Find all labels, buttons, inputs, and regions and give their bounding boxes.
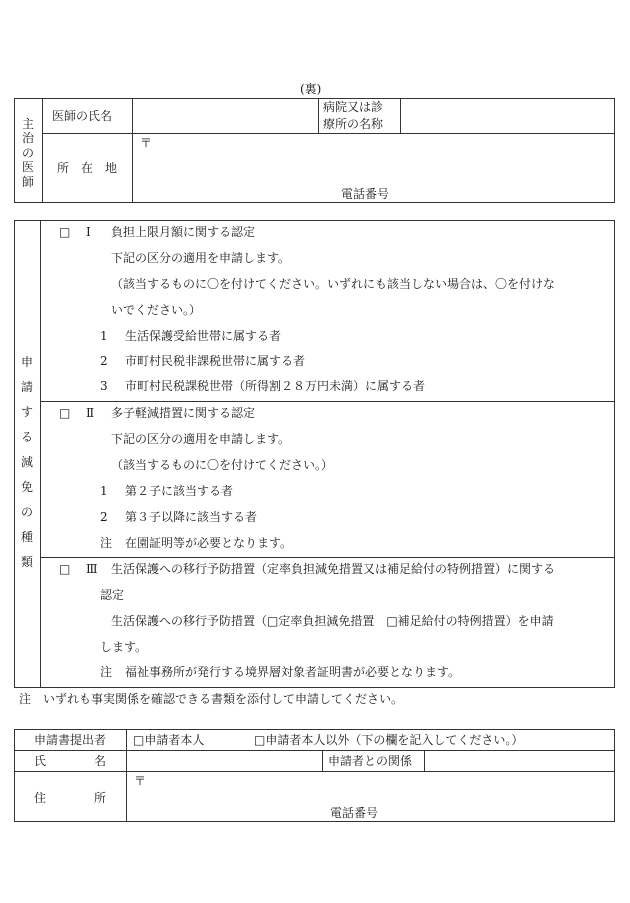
relation-label: 申請者との関係: [328, 754, 413, 768]
submitter-postal-mark: 〒: [134, 774, 147, 788]
item-1-option-3[interactable]: 市町村民税課税世帯（所得割２８万円未満）に属する者: [125, 379, 426, 393]
item-2-note: 在園証明等が必要となります。: [125, 536, 293, 550]
page-label: (裏): [300, 82, 322, 96]
relation-field[interactable]: [426, 752, 613, 769]
facility-label-line2: 療所の名称: [323, 117, 384, 131]
item-3-title: 生活保護への移行予防措置（定率負担減免措置又は補足給付の特例措置）に関する: [111, 562, 556, 576]
item-1-line-3: いでください。）: [111, 303, 202, 317]
doctor-section-label-char: 師: [21, 174, 34, 189]
item-3-title-cont: 認定: [100, 588, 125, 602]
item-3-line-1: 生活保護への移行予防措置（□定率負担減免措置 □補足給付の特例措置）を申請: [111, 614, 554, 628]
option-applicant-other[interactable]: □申請者本人以外（下の欄を記入してください。）: [254, 733, 524, 747]
divider: [40, 401, 615, 402]
item-3-note: 福祉事務所が発行する境界層対象者証明書が必要となります。: [125, 665, 461, 679]
doctor-name-field[interactable]: [134, 100, 316, 131]
submitter-address-field[interactable]: [128, 773, 613, 803]
submitter-name-field[interactable]: [128, 752, 320, 769]
divider: [318, 98, 319, 133]
item-2-note-mark: 注: [100, 536, 113, 550]
item-2-line-1: 下記の区分の適用を申請します。: [111, 432, 291, 446]
item-3-note-mark: 注: [100, 665, 113, 679]
item-1-line-2: （該当するものに〇を付けてください。いずれにも該当しない場合は、〇を付けな: [111, 277, 556, 291]
checkbox-item-1[interactable]: □: [59, 225, 71, 239]
item-1-option-2[interactable]: 市町村民税非課税世帯に属する者: [125, 354, 306, 368]
footnote: 注 いずれも事実関係を確認できる書類を添付して申請してください。: [19, 692, 404, 706]
facility-name-field[interactable]: [402, 100, 613, 131]
divider: [126, 729, 127, 822]
checkbox-item-3[interactable]: □: [59, 562, 71, 576]
reduction-section-label-char: す: [20, 405, 33, 419]
checkbox-item-2[interactable]: □: [59, 406, 71, 420]
item-1-option-2-num: 2: [100, 354, 108, 368]
item-2-title: 多子軽減措置に関する認定: [111, 406, 256, 420]
reduction-section-label-char: 請: [20, 380, 33, 394]
submitter-label: 申請書提出者: [34, 733, 107, 747]
item-1-numeral: Ⅰ: [86, 225, 91, 239]
item-2-option-2-num: 2: [100, 510, 108, 524]
item-3-line-2: します。: [100, 640, 148, 654]
reduction-section-label-char: 免: [20, 480, 33, 494]
item-3-numeral: Ⅲ: [86, 562, 98, 576]
item-1-line-1: 下記の区分の適用を申請します。: [111, 251, 291, 265]
divider: [42, 98, 43, 203]
divider: [42, 133, 615, 134]
reduction-section-label-char: 申: [20, 355, 33, 369]
divider: [132, 98, 133, 203]
doctor-address-field[interactable]: [134, 135, 613, 180]
submitter-phone-label: 電話番号: [330, 806, 379, 820]
divider: [14, 750, 615, 751]
doctor-section-label: [21, 117, 35, 189]
option-applicant-self[interactable]: □申請者本人: [133, 733, 205, 747]
divider: [40, 557, 615, 558]
doctor-section-label-char: 主: [21, 117, 34, 131]
doctor-section-label-char: の: [21, 145, 34, 160]
reduction-section-label: [20, 350, 34, 575]
doctor-postal-mark: 〒: [140, 136, 153, 150]
item-1-option-1[interactable]: 生活保護受給世帯に属する者: [125, 329, 282, 343]
submitter-address-label: 住 所: [34, 791, 107, 805]
divider: [322, 750, 323, 771]
facility-label-line1: 病院又は診: [323, 100, 384, 114]
item-1-title: 負担上限月額に関する認定: [111, 225, 256, 239]
doctor-name-label: 医師の氏名: [52, 109, 113, 123]
doctor-phone-label: 電話番号: [341, 187, 390, 201]
item-2-option-2[interactable]: 第３子以降に該当する者: [125, 510, 258, 524]
divider: [14, 771, 615, 772]
item-2-numeral: Ⅱ: [86, 406, 95, 420]
reduction-section-label-char: 種: [20, 530, 33, 544]
divider: [400, 98, 401, 133]
submitter-name-label: 氏 名: [34, 754, 107, 768]
reduction-section-label-char: の: [20, 505, 33, 519]
item-1-option-3-num: 3: [100, 379, 108, 393]
divider: [40, 220, 41, 688]
item-1-option-1-num: 1: [100, 329, 108, 343]
item-2-option-1-num: 1: [100, 484, 108, 498]
doctor-address-label: 所 在 地: [57, 161, 118, 175]
divider: [424, 750, 425, 771]
doctor-section-label-char: 治: [21, 131, 34, 146]
reduction-section-label-char: る: [20, 430, 33, 444]
doctor-section-label-char: 医: [21, 160, 34, 175]
reduction-section-label-char: 減: [20, 455, 33, 469]
item-2-option-1[interactable]: 第２子に該当する者: [125, 484, 234, 498]
reduction-section-label-char: 類: [20, 555, 33, 569]
item-2-line-2: （該当するものに〇を付けてください。）: [111, 458, 334, 472]
